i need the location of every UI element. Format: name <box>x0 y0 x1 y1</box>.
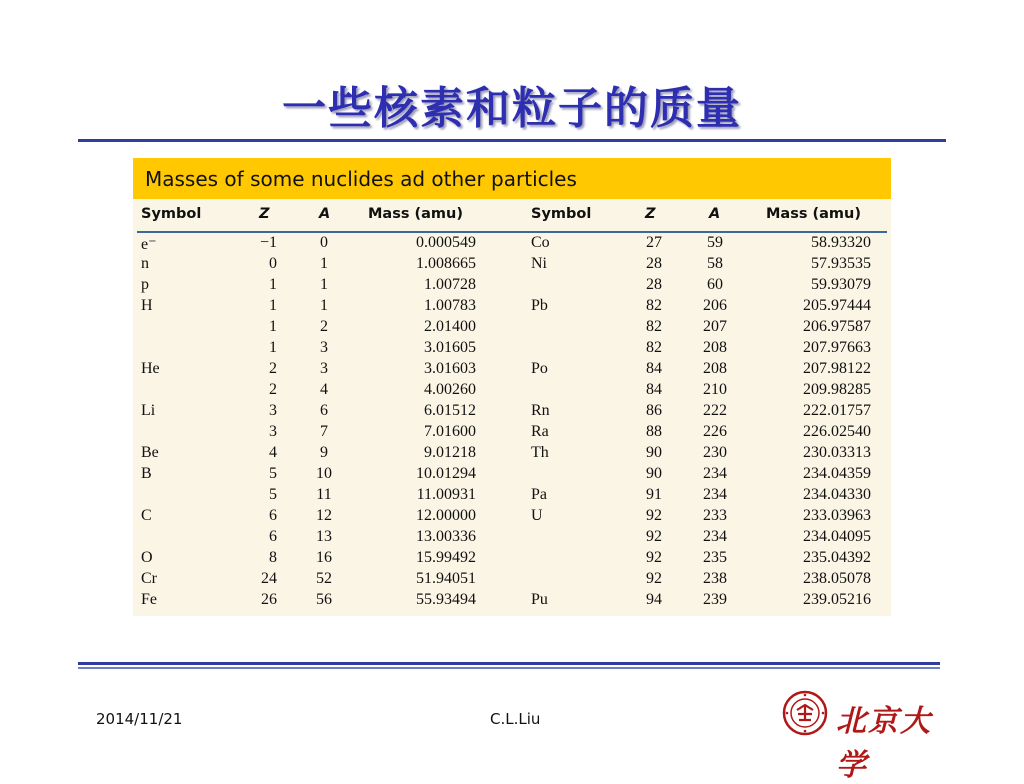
mass-cell: 0.000549 <box>416 234 476 251</box>
z-cell-2: 92 <box>646 507 662 524</box>
a-cell: 1 <box>320 255 328 272</box>
z-cell-2: 84 <box>646 360 662 377</box>
mass-cell-2: 234.04095 <box>803 528 871 545</box>
table-row <box>133 422 891 443</box>
z-cell: 24 <box>261 570 277 587</box>
a-cell: 12 <box>316 507 332 524</box>
table-row <box>133 359 891 380</box>
z-cell: 1 <box>269 339 277 356</box>
a-cell: 56 <box>316 591 332 608</box>
mass-cell: 15.99492 <box>416 549 476 566</box>
z-cell: 6 <box>269 528 277 545</box>
column-header-symbol-2: Symbol <box>531 206 592 222</box>
mass-cell-2: 233.03963 <box>803 507 871 524</box>
logo-text: 北京大学 <box>836 704 932 783</box>
mass-cell-2: 205.97444 <box>803 297 871 314</box>
a-cell: 9 <box>320 444 328 461</box>
column-header-symbol: Symbol <box>141 206 202 222</box>
z-cell-2: 84 <box>646 381 662 398</box>
a-cell-2: 239 <box>703 591 727 608</box>
column-header-row <box>133 202 891 228</box>
z-cell-2: 90 <box>646 465 662 482</box>
mass-cell-2: 230.03313 <box>803 444 871 461</box>
a-cell: 52 <box>316 570 332 587</box>
z-cell: 0 <box>269 255 277 272</box>
mass-cell: 3.01605 <box>424 339 476 356</box>
mass-cell: 1.00728 <box>424 276 476 293</box>
mass-cell-2: 59.93079 <box>811 276 871 293</box>
table-row <box>133 401 891 422</box>
z-cell-2: 88 <box>646 423 662 440</box>
a-cell-2: 208 <box>703 360 727 377</box>
nuclide-mass-table <box>133 158 891 616</box>
mass-cell: 3.01603 <box>424 360 476 377</box>
symbol-cell: H <box>141 297 153 314</box>
z-cell-2: 82 <box>646 318 662 335</box>
z-cell-2: 82 <box>646 297 662 314</box>
z-cell-2: 94 <box>646 591 662 608</box>
z-cell-2: 82 <box>646 339 662 356</box>
table-row <box>133 527 891 548</box>
z-cell: 3 <box>269 402 277 419</box>
table-row <box>133 380 891 401</box>
a-cell: 16 <box>316 549 332 566</box>
mass-cell: 55.93494 <box>416 591 476 608</box>
z-cell-2: 92 <box>646 549 662 566</box>
mass-cell: 2.01400 <box>424 318 476 335</box>
footer-author: C.L.Liu <box>490 710 541 728</box>
table-caption: Masses of some nuclides ad other particles <box>145 167 577 191</box>
z-cell: 6 <box>269 507 277 524</box>
mass-cell-2: 206.97587 <box>803 318 871 335</box>
a-cell-2: 206 <box>703 297 727 314</box>
z-cell: 1 <box>269 276 277 293</box>
mass-cell-2: 207.98122 <box>803 360 871 377</box>
table-row <box>133 506 891 527</box>
symbol-cell: Li <box>141 402 156 419</box>
a-cell-2: 230 <box>703 444 727 461</box>
table-row <box>133 548 891 569</box>
mass-cell-2: 222.01757 <box>803 402 871 419</box>
university-logo <box>782 690 942 783</box>
a-cell-2: 58 <box>707 255 723 272</box>
a-cell: 2 <box>320 318 328 335</box>
z-cell: 5 <box>269 486 277 503</box>
table-row <box>133 485 891 506</box>
symbol-cell-2: Ra <box>531 423 549 440</box>
symbol-cell-2: Th <box>531 444 549 461</box>
table-body <box>133 233 891 611</box>
mass-cell-2: 207.97663 <box>803 339 871 356</box>
symbol-cell: p <box>141 276 149 293</box>
a-cell-2: 210 <box>703 381 727 398</box>
slide-title: 一些核素和粒子的质量 <box>282 83 742 134</box>
symbol-cell-2: Pb <box>531 297 548 314</box>
a-cell-2: 234 <box>703 528 727 545</box>
column-header-z: Z <box>259 206 270 222</box>
a-cell: 4 <box>320 381 328 398</box>
a-cell-2: 234 <box>703 465 727 482</box>
mass-cell: 1.008665 <box>416 255 476 272</box>
mass-cell-2: 209.98285 <box>803 381 871 398</box>
symbol-cell-2: Pu <box>531 591 548 608</box>
z-cell-2: 92 <box>646 570 662 587</box>
symbol-cell: B <box>141 465 152 482</box>
symbol-cell-2: Co <box>531 234 550 251</box>
table-row <box>133 254 891 275</box>
a-cell-2: 234 <box>703 486 727 503</box>
symbol-cell: He <box>141 360 160 377</box>
mass-cell: 1.00783 <box>424 297 476 314</box>
a-cell: 1 <box>320 276 328 293</box>
symbol-cell: Cr <box>141 570 157 587</box>
z-cell: 4 <box>269 444 277 461</box>
mass-cell: 6.01512 <box>424 402 476 419</box>
column-header-a: A <box>319 206 331 222</box>
a-cell-2: 222 <box>703 402 727 419</box>
a-cell-2: 60 <box>707 276 723 293</box>
mass-cell-2: 58.93320 <box>811 234 871 251</box>
a-cell: 3 <box>320 339 328 356</box>
z-cell-2: 86 <box>646 402 662 419</box>
z-cell: 26 <box>261 591 277 608</box>
table-row <box>133 275 891 296</box>
footer-date: 2014/11/21 <box>96 710 183 728</box>
a-cell: 1 <box>320 297 328 314</box>
mass-cell-2: 234.04359 <box>803 465 871 482</box>
a-cell: 7 <box>320 423 328 440</box>
table-row <box>133 443 891 464</box>
column-header-mass-2: Mass (amu) <box>766 206 861 222</box>
symbol-cell: Fe <box>141 591 157 608</box>
footer-divider <box>78 662 940 665</box>
z-cell: 1 <box>269 318 277 335</box>
z-cell: 5 <box>269 465 277 482</box>
mass-cell-2: 235.04392 <box>803 549 871 566</box>
symbol-cell: O <box>141 549 153 566</box>
a-cell-2: 235 <box>703 549 727 566</box>
a-cell: 3 <box>320 360 328 377</box>
a-cell: 11 <box>316 486 332 503</box>
z-cell: 3 <box>269 423 277 440</box>
mass-cell: 12.00000 <box>416 507 476 524</box>
z-cell-2: 91 <box>646 486 662 503</box>
peking-university-seal-icon <box>782 690 828 736</box>
table-caption-band <box>133 158 891 199</box>
mass-cell: 51.94051 <box>416 570 476 587</box>
z-cell-2: 90 <box>646 444 662 461</box>
mass-cell-2: 226.02540 <box>803 423 871 440</box>
symbol-cell: e⁻ <box>141 236 157 253</box>
symbol-cell: Be <box>141 444 159 461</box>
a-cell: 0 <box>320 234 328 251</box>
a-cell: 6 <box>320 402 328 419</box>
mass-cell: 4.00260 <box>424 381 476 398</box>
a-cell: 10 <box>316 465 332 482</box>
mass-cell-2: 57.93535 <box>811 255 871 272</box>
z-cell-2: 27 <box>646 234 662 251</box>
table-row <box>133 569 891 590</box>
a-cell: 13 <box>316 528 332 545</box>
mass-cell: 11.00931 <box>416 486 476 503</box>
footer-divider-secondary <box>78 667 940 669</box>
column-header-mass: Mass (amu) <box>368 206 463 222</box>
z-cell: 2 <box>269 381 277 398</box>
z-cell: 8 <box>269 549 277 566</box>
mass-cell-2: 239.05216 <box>803 591 871 608</box>
title-divider <box>78 139 946 142</box>
mass-cell-2: 238.05078 <box>803 570 871 587</box>
a-cell-2: 226 <box>703 423 727 440</box>
table-row <box>133 317 891 338</box>
symbol-cell-2: Pa <box>531 486 547 503</box>
symbol-cell: n <box>141 255 149 272</box>
table-row <box>133 464 891 485</box>
a-cell-2: 207 <box>703 318 727 335</box>
table-row <box>133 338 891 359</box>
column-header-z-2: Z <box>645 206 656 222</box>
column-header-a-2: A <box>709 206 721 222</box>
mass-cell: 10.01294 <box>416 465 476 482</box>
symbol-cell: C <box>141 507 152 524</box>
mass-cell: 9.01218 <box>424 444 476 461</box>
z-cell: 1 <box>269 297 277 314</box>
table-row <box>133 590 891 611</box>
a-cell-2: 59 <box>707 234 723 251</box>
z-cell: 2 <box>269 360 277 377</box>
symbol-cell-2: U <box>531 507 543 524</box>
a-cell-2: 233 <box>703 507 727 524</box>
symbol-cell-2: Rn <box>531 402 550 419</box>
z-cell: −1 <box>259 234 277 251</box>
table-row <box>133 233 891 254</box>
z-cell-2: 92 <box>646 528 662 545</box>
symbol-cell-2: Po <box>531 360 548 377</box>
mass-cell-2: 234.04330 <box>803 486 871 503</box>
z-cell-2: 28 <box>646 255 662 272</box>
a-cell-2: 238 <box>703 570 727 587</box>
table-row <box>133 296 891 317</box>
symbol-cell-2: Ni <box>531 255 547 272</box>
mass-cell: 13.00336 <box>416 528 476 545</box>
z-cell-2: 28 <box>646 276 662 293</box>
a-cell-2: 208 <box>703 339 727 356</box>
mass-cell: 7.01600 <box>424 423 476 440</box>
